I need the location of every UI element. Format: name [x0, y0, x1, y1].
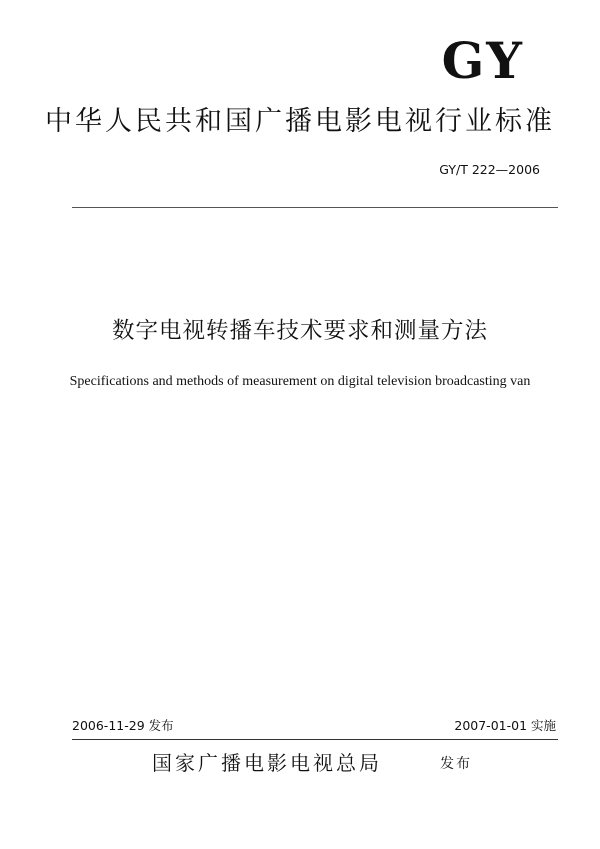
standard-number: GY/T 222—2006 [439, 162, 540, 177]
document-title-chinese: 数字电视转播车技术要求和测量方法 [111, 318, 488, 344]
footer-divider [72, 739, 558, 740]
document-title-english: Specifications and methods of measurement on digital television broadcasting van [69, 374, 531, 389]
issue-date: 2006-11-29 发布 [72, 718, 174, 733]
standard-category-title: 中华人民共和国广播电影电视行业标准 [45, 106, 555, 137]
issuing-authority: 国家广播电影电视总局 [152, 751, 382, 775]
header-divider [72, 207, 558, 208]
implementation-date: 2007-01-01 实施 [454, 718, 556, 733]
gy-logo: GY [441, 31, 524, 90]
issue-label: 发布 [440, 756, 472, 772]
